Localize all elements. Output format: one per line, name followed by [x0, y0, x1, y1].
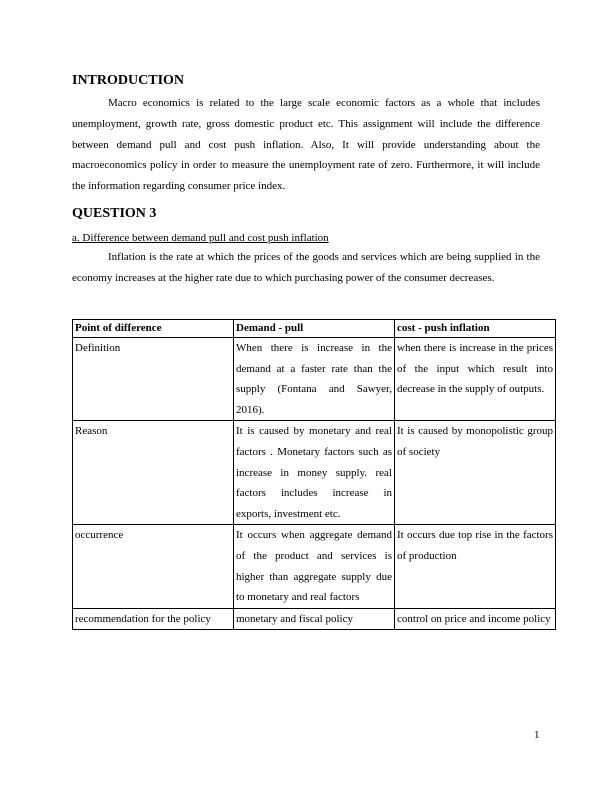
table-cell: It occurs when aggregate demand of the product and services is higher than aggregate supply due to monetary and real factors: [234, 525, 395, 608]
table-cell: control on price and income policy: [395, 608, 556, 630]
table-cell: It is caused by monopolistic group of society: [395, 421, 556, 525]
table-cell: Reason: [73, 421, 234, 525]
table-header-demand-pull: Demand - pull: [234, 320, 395, 338]
table-row: [73, 525, 556, 608]
table-row: [73, 608, 556, 630]
inflation-difference-table: [72, 319, 556, 630]
table-header-row: [73, 320, 556, 338]
table-header-point: Point of difference: [73, 320, 234, 338]
table-cell: when there is increase in the prices of the input which result into decrease in the supply of outputs.: [395, 338, 556, 421]
table-cell: It occurs due top rise in the factors of production: [395, 525, 556, 608]
table-cell: monetary and fiscal policy: [234, 608, 395, 630]
table-cell: Definition: [73, 338, 234, 421]
table-cell: occurrence: [73, 525, 234, 608]
table-cell: When there is increase in the demand at a faster rate than the supply (Fontana and Sawyer, 2016).: [234, 338, 395, 421]
table-cell: It is caused by monetary and real factors . Monetary factors such as increase in money supply. real factors includes increase in exports, investment etc.: [234, 421, 395, 525]
table-header-cost-push: cost - push inflation: [395, 320, 556, 338]
introduction-heading: INTRODUCTION: [72, 73, 185, 88]
page-number: 1: [534, 729, 540, 741]
introduction-paragraph: Macro economics is related to the large scale economic factors as a whole that includes unemployment, growth rate, gross domestic product etc. This assignment will include the difference between demand pull and cost push inflation. Also, It will provide understanding about the macroeconomics policy in order to measure the unemployment rate of zero. Furthermore, it will include the information regarding consumer price index.: [72, 97, 540, 193]
table-row: [73, 338, 556, 421]
table-row: [73, 421, 556, 525]
question-3-heading: QUESTION 3: [72, 206, 157, 221]
inflation-paragraph: Inflation is the rate at which the prices of the goods and services which are being supplied in the economy increases at the higher rate due to which purchasing power of the consumer decreases.: [72, 251, 540, 284]
table-cell: recommendation for the policy: [73, 608, 234, 630]
question-3-subheading: a. Difference between demand pull and cost push inflation: [72, 232, 329, 244]
